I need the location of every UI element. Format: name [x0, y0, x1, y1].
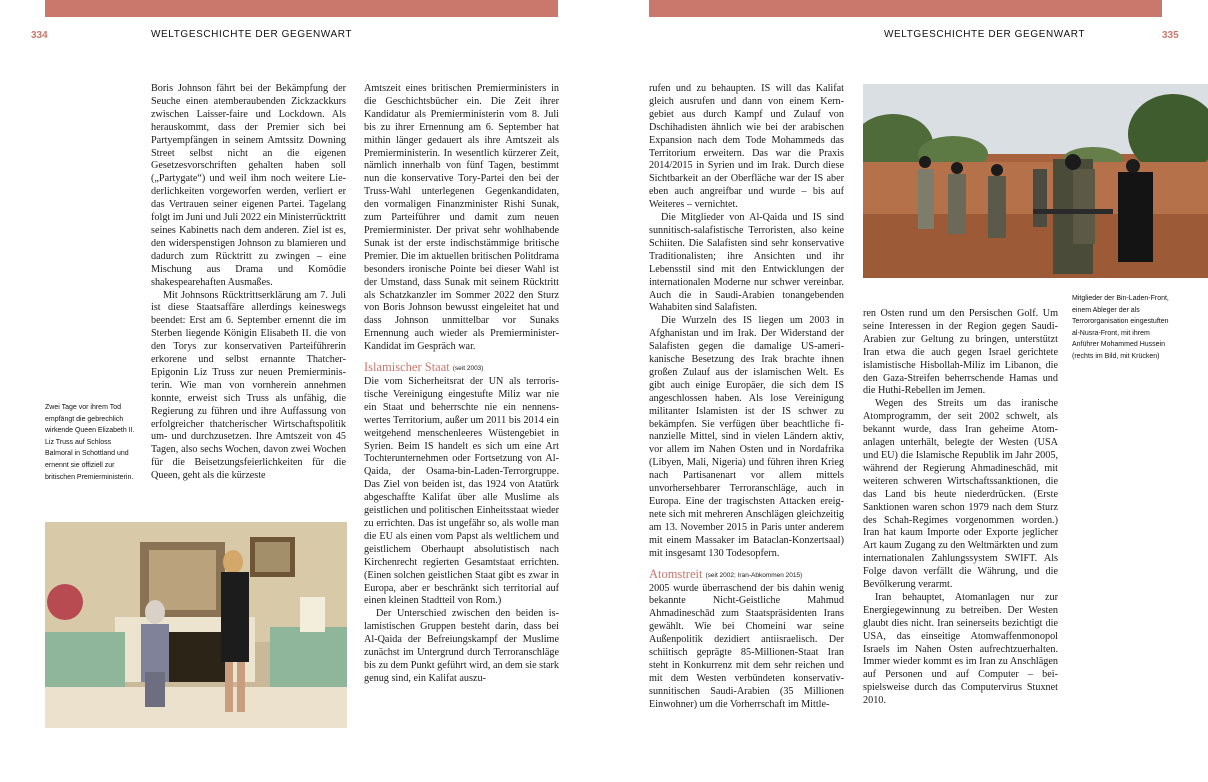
- section-heading-islamischer-staat: [364, 360, 559, 376]
- photo-caption: Mitglieder der Bin-Laden-Front, einem Ableger der als Terrororganisation eingestuften al-Nusra-Front, mit ihrem Anführer Mohammed Hussein (rechts im Bild, mit Krücken): [1072, 295, 1169, 360]
- fighters-photo: [863, 84, 1208, 278]
- paragraph: Mit Johnsons Rücktrittserklärung am 7. Juli ist diese Staatsaffäre allerdings keineswegs beendet: Erst am 6. September ernennt die im Sterben liegende Königin Elisabeth II. die von den Torys zur konservativen Parteiführerin erkorene und selbst ernannte Thatcher-Epigonin Liz Truss zur neuen Premierministerin. Wie man von vornherein annehmen konnte, erweist sich Truss als unfähig, die Regierung zu führen und ihre Auffassung von erfolgreicher thatcherischer Wirtschaftspolitik um- und durchzusetzen. Ihre Amtszeit von 45 Tagen, also sechs Wochen, davon zwei Wochen für die Beisetzungsfeierlichkeiten für die Queen, geht als die kürzeste: [151, 289, 346, 482]
- queen-truss-photo: [45, 522, 347, 728]
- left-column-2: [364, 83, 559, 686]
- section-date-tag: (seit 2002; Iran-Abkommen 2015): [705, 571, 803, 579]
- running-title: WELTGESCHICHTE DER GEGENWART: [151, 29, 353, 40]
- paragraph: Der Unterschied zwischen den beiden islamistischen Gruppen besteht darin, dass bei Al-Qaida der Befreiungskampf der Muslime zunächst im Untergrund durch Terroranschläge bis zu dem Punkt geführt wird, an dem sie stark genug sind, ein Kalifat auszu-: [364, 608, 559, 684]
- paragraph: Die Wurzeln des IS liegen um 2003 in Afghanistan und im Irak. Der Widerstand der Salafisten gegen die damalige US-amerikanische Besetzung des Irak brachte ihnen großen Zulauf aus der islamischen Welt. Es gibt auch einige Europäer, die sich dem IS angeschlossen haben. Als lose Vereinigung militanter Islamisten ist der IS schwer zu bekämpfen. Sie verfügen über beachtliche finanzielle Mittel, sind in vielen Ländern aktiv, vor allem im Nahen Osten und in Nordafrika (Libyen, Mali, Nigeria) und führen ihren Krieg nach Partisanenart vor allem mittels unvorhersehbarer Terroranschläge, auch in Europa. Eine der tragischsten Attacken ereignete sich mit mehreren Anschlägen gleichzeitig am 13. November 2015 in Paris unter anderem mit einem Massaker im Bataclan-Konzertsaal) mit insgesamt 130 Todesopfern.: [649, 315, 844, 559]
- running-title: WELTGESCHICHTE DER GEGENWART: [884, 29, 1086, 40]
- section-heading-atomstreit: [649, 567, 844, 583]
- paragraph: Boris Johnson fährt bei der Bekämpfung der Seuche einen atemberaubenden Zickzackkurs zwischen Laisser-faire und Lockdown. Als herauskommt, dass der Premier sich bei Partyempfängen in seinem Amtssitz Downing Street selbst nicht an die eigenen Gesetzesvorschriften gehalten haben soll („Partygate“) und weil ihm noch weitere Liederlichkeiten vorgeworfen werden, verliert er das Vertrauen seiner eigenen Partei. Tagelang folgt im Juni und Juli 2022 ein Ministerrücktritt seines Kabinetts nach dem anderen. Ziel ist es, den widerspenstigen Johnson zu blamieren und dadurch zum Rücktritt zu zwingen – eine Mischung aus Drama und Komödie shakespearehaften Ausmaßes.: [151, 83, 346, 288]
- paragraph: Amtszeit eines britischen Premierministers in die Geschichtsbücher ein. Die Zeit ihrer Kandidatur als Premierministerin vom 8. Juli bis zu ihrer Ernennung am 6. September hat mithin länger gedauert als ihre Amtszeit als Premierministerin. In wesentlich kürzerer Zeit, nämlich innerhalb von fünf Tagen, bestimmt nun die konservative Tory-Partei den bei der Truss-Wahl unterlegenen Gegenkandidaten, den vormaligen Finanzminister Rishi Sunak, zum Parteiführer und damit zum neuen Premierminister. Der privat sehr wohlhabende Sunak ist der erste indischstämmige britische Premier. Die im aktuellen britischen Politdrama besonders ironische Pointe bei dieser Wahl ist der Umstand, dass Sunak mit seinem Rücktritt als Schatzkanzler im Sommer 2022 den Sturz von Boris Johnson bewusst eingeleitet hat und dass Johnson unmittelbar vor Sunaks Ernennung auch wieder als Premierminister-Kandidat im Gespräch war.: [364, 83, 559, 353]
- photo-caption: Zwei Tage vor ihrem Tod empfängt die gebrechlich wirkende Queen Elizabeth II. Liz Truss auf Schloss Balmoral in Schottland und ernennt sie offiziell zur britischen Premierministerin.: [45, 404, 135, 481]
- paragraph: Wegen des Streits um das iranische Atomprogramm, der seit 2002 schwelt, als bekannt wurde, dass Iran geheime Atomanlagen unterhält, belegte der Westen (USA und EU) die Islamische Republik im Jahr 2005, während der Regierung Ahmadineschād, mit weiteren schweren Wirtschaftssanktionen, die das Land bis heute niederdrücken. (Erste Sanktionen waren schon 1979 nach dem Sturz des Schah-Regimes vorgenommen worden.) Iran hat kaum Importe oder Exporte jeglicher Art kaum Zugang zu den Weltmärkten und zum internationalen Zahlungssystem SWIFT. Als Folge davon verfällt die Währung, und die Bevölkerung verarmt.: [863, 398, 1058, 591]
- paragraph: Die vom Sicherheitsrat der UN als terroristische Vereinigung eingestufte Miliz war nie ein Staat und beherrschte nie ein nennenswertes Territorium, außer um 2011 bis 2014 ein weitgehend menschenleeres Wüstengebiet in Syrien. Beim IS handelt es sich um eine Art Tochterunternehmen oder Fortsetzung von Al-Qaida, der Osama-bin-Laden-Terrorgruppe. Das Ziel von beiden ist, das 1924 von Atatürk abgeschaffte Kalifat über alle Muslime als geistlichen und politischen Einheitsstaat wieder zu errichten. Das ist ungefähr so, als wolle man die EU als einen vom Papst als weltlichem und geistlichem Oberhaupt absolutistisch nach Kirchenrecht regierten Gesamtstaat errichten. (Einen solchen geistlichen Staat gibt es zwar in Europa, aber er beschränkt sich territorial auf einen kleinen Stadtteil von Rom.): [364, 376, 559, 607]
- left-column-1: [151, 83, 346, 483]
- top-color-bar: [649, 0, 1162, 17]
- page-number: 335: [1162, 30, 1179, 41]
- section-title: Atomstreit: [649, 566, 703, 581]
- right-column-1: [649, 83, 844, 712]
- paragraph: Die Mitglieder von Al-Qaida und IS sind sunnitisch-salafistische Terroristen, also keine Schiiten. Die Salafisten sind sehr konservative Traditionalisten; ihre Ansichten und ihr Lebensstil sind mit den Entwicklungen der internationalen Moderne nur schwer vereinbar. Auch die in Saudi-Arabien tonangebenden Wahabiten sind Salafisten.: [649, 212, 844, 314]
- right-column-2: [863, 308, 1058, 708]
- section-title: Islamischer Staat: [364, 360, 450, 375]
- paragraph: 2005 wurde überraschend der bis dahin wenig bekannte Nicht-Geistliche Mahmud Ahmadineschād zum Staatspräsidenten Irans gewählt. Wie bei Chomeini war seine Außenpolitik dezidiert antiisraelisch. Der schiitisch geprägte 85-Millionen-Staat Iran steht in Konkurrenz mit dem sehr reichen und mit dem Westen verbündeten konservativ-sunnitischen Saudi-Arabien (35 Millionen Einwohner) um die Vorherrschaft im Mittle-: [649, 582, 844, 710]
- right-page: [604, 0, 1208, 782]
- paragraph: Iran behauptet, Atomanlagen nur zur Energiegewinnung zu betreiben. Der Westen glaubt dies nicht. Iran seinerseits bezichtigt die USA, das einseitige Atomwaffenmonopol Israels im Nahen Osten aufrechtzuerhalten. Immer wieder kommt es im Iran zu Anschlägen auf Personen und auf Computer – beispielsweise durch das Computervirus Stuxnet 2010.: [863, 591, 1058, 707]
- paragraph: ren Osten rund um den Persischen Golf. Um seine Interessen in der Region gegen Saudi-Arabien zur Geltung zu bringen, unterstützt Iran etwa die auch gegen Israel gerichtete islamistische Hisbollah-Miliz im Libanon, die den Gaza-Streifen beherrschende Hamas und die Huthi-Rebellen im Jemen.: [863, 308, 1058, 397]
- paragraph: rufen und zu behaupten. IS will das Kalifat gleich ausrufen und dann von einem Kerngebiet aus durch Kampf und Zulauf von Dschihadisten ähnlich wie bei der arabischen Expansion nach dem Tode Mohammeds das Territorium erweitern. Das war die Praxis 2014/2015 in Syrien und im Irak. Durch diese Sichtbarkeit an der Oberfläche war der IS aber eben auch angreifbar und wurde – bis auf Weiteres – vernichtet.: [649, 83, 844, 211]
- top-color-bar: [45, 0, 558, 17]
- page-number: 334: [31, 30, 48, 41]
- section-date-tag: (seit 2003): [452, 365, 484, 373]
